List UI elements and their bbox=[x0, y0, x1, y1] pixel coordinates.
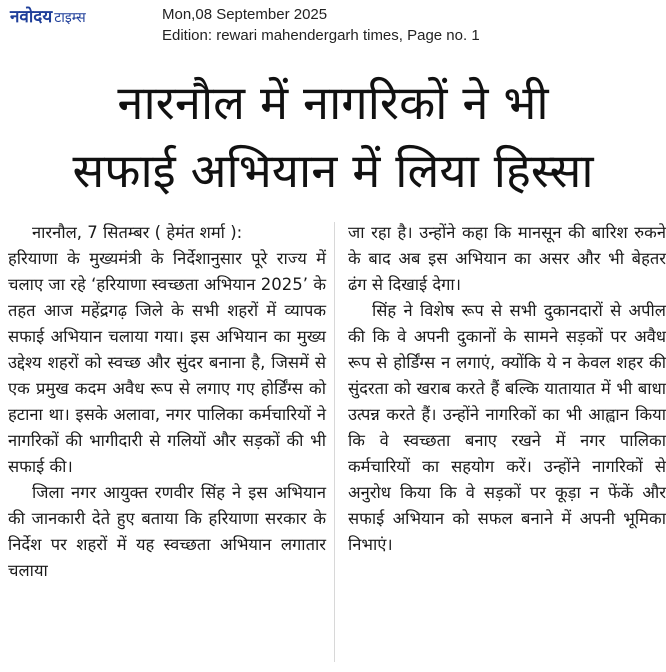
article-column-left bbox=[8, 220, 326, 584]
edition-info bbox=[162, 4, 480, 46]
masthead bbox=[0, 0, 666, 48]
headline-line-2: सफाई अभियान में लिया हिस्सा bbox=[72, 144, 594, 199]
column-divider bbox=[334, 222, 335, 662]
newspaper-logo bbox=[10, 4, 86, 27]
paragraph-2: जिला नगर आयुक्त रणवीर सिंह ने इस अभियान की जानकारी देते हुए बताया कि हरियाणा सरकार के निर्देश पर शहरों में यह स्वच्छता अभियान लगातार चलाया bbox=[8, 483, 326, 580]
logo-main-text: नवोदय bbox=[10, 7, 53, 27]
paragraph-2-continued: जा रहा है। उन्होंने कहा कि मानसून की बारिश रुकने के बाद अब इस अभियान का असर और भी बेहतर ढंग से दिखाई देगा। bbox=[348, 223, 666, 294]
dateline: नारनौल, 7 सितम्बर ( हेमंत शर्मा ): bbox=[32, 223, 243, 242]
logo-sub-text: टाइम्स bbox=[54, 10, 86, 26]
paragraph-1: हरियाणा के मुख्यमंत्री के निर्देशानुसार पूरे राज्य में चलाए जा रहे ‘हरियाणा स्वच्छता अभियान 2025’ के तहत आज महेंद्रगढ़ जिले के सभी शहरों में व्यापक सफाई अभियान चलाया गया। इस अभियान का मुख्य उद्देश्य शहरों को स्वच्छ और सुंदर बनाना है, जिसमें से एक प्रमुख कदम अवैध रूप से लगाए गए होर्डिंग्स को हटाना था। इसके अलावा, नगर पालिका कर्मचारियों ने नागरिकों की भागीदारी से गलियों और सड़कों की भी सफाई की। bbox=[8, 249, 326, 476]
paragraph-3: सिंह ने विशेष रूप से सभी दुकानदारों से अपील की कि वे अपनी दुकानों के सामने सड़कों पर अवैध रूप से होर्डिंग्स न लगाएं, क्योंकि ये न केवल शहर की सुंदरता को खराब करते हैं बल्कि यातायात में भी बाधा उत्पन्न करते हैं। उन्होंने नागरिकों का भी आह्वान किया कि वे स्वच्छता बनाए रखने में नगर पालिका कर्मचारियों का सहयोग करें। उन्होंने नागरिकों से अनुरोध किया कि वे सड़कों पर कूड़ा न फेंकें और सफाई अभियान को सफल बनाने में अपनी भूमिका निभाएं। bbox=[348, 301, 666, 554]
publication-date: Mon,08 September 2025 bbox=[162, 6, 328, 23]
edition-page: Edition: rewari mahendergarh times, Page no. 1 bbox=[162, 27, 480, 44]
article-headline bbox=[0, 70, 666, 206]
headline-line-1: नारनौल में नागरिकों ने भी bbox=[117, 76, 549, 131]
article-column-right bbox=[348, 220, 666, 558]
